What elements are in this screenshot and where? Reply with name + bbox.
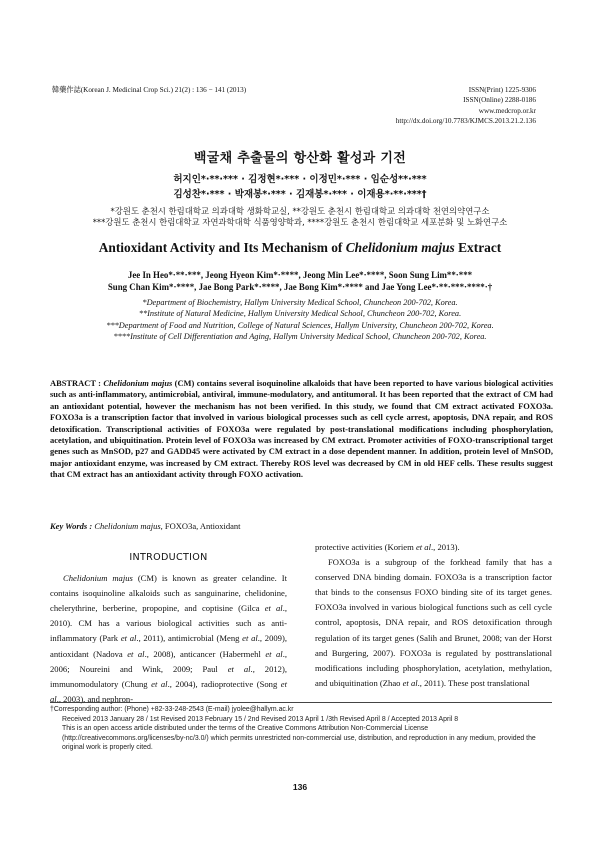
keyword-species: Chelidonium majus — [94, 521, 161, 531]
intro-paragraph-2 — [315, 555, 552, 691]
text-run: ., 2003), and nephron- — [56, 693, 134, 704]
korean-affiliation-line-2: ***강원도 춘천시 한림대학교 자연과학대학 식품영양학과, ****강원도 춘천시 한림대학교 세포분화 및 노화연구소 — [92, 217, 508, 227]
license-text: This is an open access article distributed under the terms of the Creative Commons Attribution Non-Commercial License (http://creativecommons.org/licenses/by-nc/3.0/) which permits unrestricted non-commercial use, distribution, and reproduction in any medium, provided the original work is properly cited. — [62, 725, 536, 752]
et-al: et al — [50, 678, 287, 704]
body-column-left — [50, 540, 287, 707]
et-al: et al — [402, 677, 418, 688]
et-al: et al — [127, 648, 145, 659]
korean-title: 백굴채 추출물의 항산화 활성과 기전 — [193, 151, 407, 166]
body-column-right — [315, 540, 552, 691]
korean-authors — [40, 172, 560, 202]
doi-link: http://dx.doi.org/10.7783/KJMCS.2013.21.2.136 — [395, 116, 536, 125]
text-run: ., 2006; Noureini and Wink, 2009; Paul — [50, 648, 287, 674]
text-run: ., 2004), radioprotective (Song — [167, 678, 281, 689]
abstract — [50, 378, 553, 481]
text-run: ., 2009), antioxidant (Nadova — [50, 633, 287, 659]
keywords-label: Key Words : — [50, 521, 95, 531]
et-al: et al — [120, 633, 137, 644]
text-run: FOXO3a is a subgroup of the forkhead family that has a conserved DNA binding domain. FOXO3a is a transcription factor that binds to the consensus FOXO binding site of its target genes. FOXO3a involved in various biological functions such as cell cycle control, apoptosis, DNA repair, and ROS detoxification through regulation of its target genes (Salih and Brunet, 2008; van der Horst and Burgering, 2007). FOXO3a is regulated by posttranslational modifications including phosphorylation, acetylation, methylation, and ubiquitination (Zhao — [315, 557, 552, 688]
et-al: et al — [265, 648, 283, 659]
affiliation-3: ***Department of Food and Nutrition, College of Natural Sciences, Hallym University, Chuncheon 200-702, Korea. — [106, 320, 494, 330]
english-authors — [40, 269, 560, 293]
affiliation-2: **Institute of Natural Medicine, Hallym University Medical School, Chuncheon 200-702, Korea. — [138, 309, 462, 319]
footnote-divider — [50, 702, 552, 703]
et-al: et al — [151, 678, 168, 689]
corresponding-author: †Corresponding author: (Phone) +82-33-248-2543 (E-mail) jyolee@hallym.ac.kr — [50, 706, 294, 713]
english-title — [40, 240, 560, 256]
abstract-label: ABSTRACT : — [50, 378, 104, 388]
english-authors-line-1: Jee In Heo*·**·***, Jeong Hyeon Kim*·****, Jeong Min Lee*·****, Soon Sung Lim**·*** — [127, 270, 473, 280]
received-dates: Received 2013 January 28 / 1st Revised 2013 February 15 / 2nd Revised 2013 April 1 /3th Revised April 8 / Accepted 2013 April 8 — [62, 715, 459, 723]
affiliation-1: *Department of Biochemistry, Hallym University Medical School, Chuncheon 200-702, Korea. — [142, 298, 458, 307]
keywords-rest: , FOXO3a, Antioxidant — [160, 521, 241, 531]
section-heading-introduction: INTRODUCTION — [129, 552, 208, 563]
text-run: ., 2013). — [431, 542, 460, 552]
title-species: Chelidonium majus — [345, 240, 455, 255]
text-run: ., 2011), antimicrobial (Meng — [136, 633, 243, 644]
intro-paragraph-1-continued — [315, 540, 552, 555]
affiliation-4: ****Institute of Cell Differentiation and Aging, Hallym University Medical School, Chuncheon 200-702, Korea. — [113, 331, 487, 341]
journal-citation: 韓藥作誌(Korean J. Medicinal Crop Sci.) 21(2) : 136 − 141 (2013) — [52, 86, 247, 94]
text-run: ., 2012), immunomodulatory (Chung — [50, 663, 287, 689]
et-al: et al — [227, 663, 251, 674]
text-run: ., 2010). CM has a various biological activities such as anti-inflammatory (Park — [50, 603, 287, 644]
footnote — [50, 705, 553, 753]
et-al: et al — [264, 603, 283, 614]
english-authors-line-2: Sung Chan Kim*·****, Jae Bong Park*·****, Jae Bong Kim*·**** and Jae Yong Lee*·**·***·****·† — [107, 282, 493, 293]
intro-paragraph-1 — [50, 571, 287, 707]
korean-authors-line-2: 김성찬*·*** · 박재봉*·*** · 김재봉*·*** · 이재용*·**·***† — [173, 189, 427, 200]
title-suffix: Extract — [454, 240, 502, 255]
korean-affiliation-line-1: *강원도 춘천시 한림대학교 의과대학 생화학교실, **강원도 춘천시 한림대학교 의과대학 천연의약연구소 — [110, 206, 490, 216]
text-run: ., 2008), anticancer (Habermehl — [144, 648, 266, 659]
text-run: protective activities (Koriem — [315, 542, 416, 552]
et-al: et al — [415, 542, 431, 552]
keywords — [50, 521, 240, 531]
species-name: Chelidonium majus — [63, 573, 133, 584]
page-number: 136 — [292, 782, 308, 792]
issn-print: ISSN(Print) 1225-9306 — [468, 86, 536, 94]
english-affiliations — [40, 297, 560, 342]
journal-website: www.medcrop.or.kr — [478, 106, 536, 115]
abstract-text: (CM) contains several isoquinoline alkaloids that have been reported to have various biological activities such as anti-inflammatory, antimicrobial, antiviral, immune-modulatory, and antitumoral. It has been reported that the extract of CM had an antioxidant potential, however the mechanism has not been verified. In this study, we found that CM extract activated FOXO3a. FOXO3a is a transcription factor that involved in various biological processes such as cell cycle arrest, apoptosis, DNA repair, and ROS detoxification. Transcriptional activities of FOXO3a were regulated by post-translational modifications including phosphorylation, acetylation, and ubiquitination. Protein level of FOXO3a was increased by CM extract. Promoter activities of FOXO-transcriptional target genes such as MnSOD, p27 and GADD45 were activated by CM extract in a dose dependent manner. In addition, protein level of MnSOD, major antioxidant enzyme, was increased by CM extract. Thereby ROS level was decreased by CM in old HEF cells. These results suggest that CM extract has an antioxidant activity through FOXO activation. — [50, 378, 554, 480]
korean-affiliations — [40, 206, 560, 228]
journal-identifiers — [396, 85, 536, 126]
abstract-species: Chelidonium majus — [103, 378, 173, 388]
title-prefix: Antioxidant Activity and Its Mechanism of — [98, 240, 346, 255]
et-al: et al — [242, 633, 258, 644]
issn-online: ISSN(Online) 2288-0186 — [463, 96, 536, 105]
text-run: (CM) is known as greater celandine. It contains isoquinoline alkaloids such as sanguinarine, chelidonine, chelerythrine, berberine, propopine, and coptisine (Gilca — [50, 573, 287, 614]
text-run: ., 2011). These post translational — [417, 677, 530, 688]
korean-authors-line-1: 허지인*·**·*** · 김정현*·*** · 이정민*·*** · 임순성**·*** — [173, 174, 427, 185]
